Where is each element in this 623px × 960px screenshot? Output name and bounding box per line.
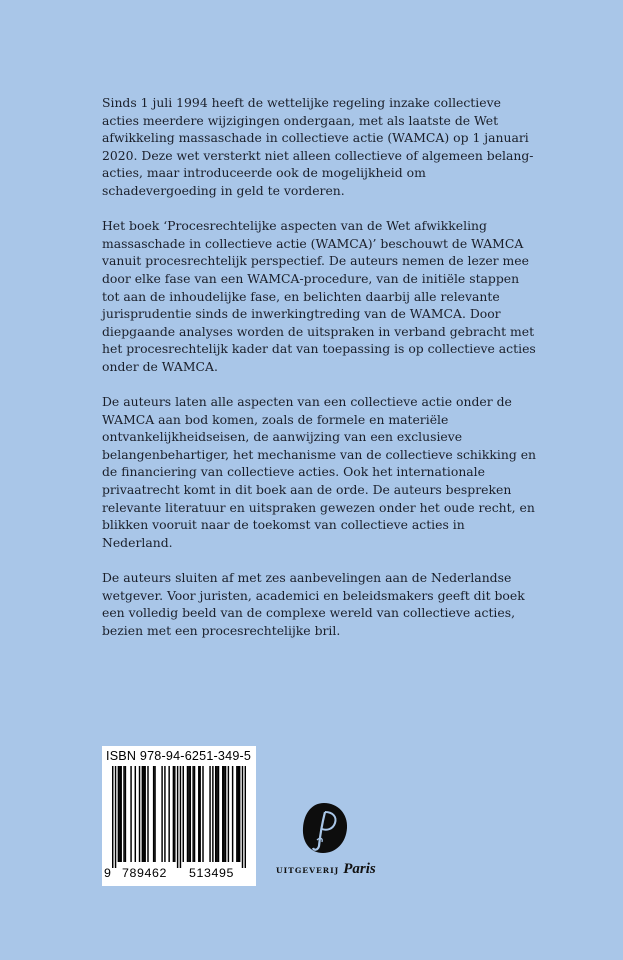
barcode-bar <box>142 766 143 862</box>
barcode-bars <box>112 766 246 868</box>
barcode-bar <box>123 766 124 862</box>
barcode-bar <box>192 766 193 862</box>
barcode-bar <box>222 766 223 862</box>
barcode-bar <box>147 766 148 862</box>
barcode-bar <box>209 766 210 862</box>
barcode-bar <box>183 766 184 862</box>
barcode-bar <box>225 766 226 862</box>
barcode-bar <box>190 766 191 862</box>
barcode-bar <box>236 766 237 862</box>
barcode-bar <box>232 766 233 862</box>
barcode-bar <box>242 766 243 868</box>
barcode-bar <box>130 766 131 862</box>
publisher-logo-icon <box>298 800 352 856</box>
barcode-bar <box>125 766 126 862</box>
blurb-paragraph: De auteurs sluiten af met zes aanbevelingen aan de Nederlandse wetgever. Voor juristen, academici en beleidsmakers geeft dit boek een volledig beeld van de complexe wereld van collectieve acties, bezien met een procesrechtelijke bril. <box>102 570 525 638</box>
barcode-bar <box>218 766 219 862</box>
barcode-bar <box>187 766 188 862</box>
barcode-bar <box>139 766 140 862</box>
blurb-paragraph: Het boek ‘Procesrechtelijke aspecten van de Wet afwikkeling massaschade in collectieve actie (WAMCA)’ beschouwt de WAMCA vanuit procesrechtelijk perspectief. De auteurs nemen de lezer mee door elke fase van een WAMCA-procedure, van de initiële stappen tot aan de inhoudelijke fase, en belichten daarbij alle relevante jurisprudentie sinds de inwerkingtreding van de WAMCA. Door diepgaande analyses worden de uitspraken in verband gebracht met het procesrechtelijk kader dat van toepassing is op collectieve acties onder de WAMCA. <box>102 218 536 374</box>
barcode-bar <box>168 766 169 862</box>
barcode-bar <box>216 766 217 862</box>
barcode-bar <box>239 766 240 862</box>
barcode-digit-first: 9 <box>104 866 111 880</box>
barcode-bar <box>245 766 246 868</box>
barcode-bar <box>115 766 116 868</box>
barcode-bar <box>228 766 229 862</box>
barcode-bar <box>153 766 154 862</box>
barcode-bar <box>144 766 145 862</box>
barcode-bar <box>174 766 175 862</box>
barcode-bar <box>198 766 199 862</box>
barcode-bar <box>202 766 203 862</box>
barcode-bar <box>154 766 155 862</box>
isbn-barcode <box>102 746 256 886</box>
barcode-bar <box>143 766 144 862</box>
barcode-bar <box>112 766 113 868</box>
barcode-bar <box>164 766 165 862</box>
publisher-brand: Paris <box>343 861 376 877</box>
barcode-bar <box>212 766 213 862</box>
isbn-label: ISBN 978-94-6251-349-5 <box>106 749 252 763</box>
barcode-bar <box>118 766 119 862</box>
barcode-bar <box>199 766 200 862</box>
blurb-paragraph: De auteurs laten alle aspecten van een collectieve actie onder de WAMCA aan bod komen, zoals de formele en materiële ontvankelijkheidseisen, de aanwijzing van een exclusieve belangenbehartiger, het mechanisme van de collectieve schikking en de financiering van collectieve acties. Ook het internationale privaatrecht komt in dit boek aan de orde. De auteurs bespreken relevante literatuur en uitspraken gewezen onder het oude recht, en blikken vooruit naar de toekomst van collectieve acties in Nederland. <box>102 394 537 550</box>
barcode-bar <box>215 766 216 862</box>
barcode-bar <box>119 766 120 862</box>
barcode-bar <box>223 766 224 862</box>
barcode-bar <box>120 766 121 862</box>
barcode-bar <box>188 766 189 862</box>
publisher-mark <box>276 800 394 880</box>
barcode-bar <box>180 766 181 868</box>
barcode-bar <box>194 766 195 862</box>
barcode-bar <box>177 766 178 868</box>
publisher-prefix: UITGEVERIJ <box>276 866 340 875</box>
barcode-digits-right: 513495 <box>189 866 234 880</box>
barcode-bar <box>135 766 136 862</box>
publisher-name <box>276 858 394 878</box>
barcode-bar <box>161 766 162 862</box>
barcode-bar <box>238 766 239 862</box>
barcode-digits-left: 789462 <box>122 866 167 880</box>
barcode-bar <box>173 766 174 862</box>
back-cover-blurb <box>102 94 538 657</box>
blurb-paragraph: Sinds 1 juli 1994 heeft de wettelijke regeling inzake collectieve acties meerdere wijzigingen ondergaan, met als laatste de Wet afwikkeling massaschade in collectieve actie (WAMCA) op 1 januari 2020. Deze wet versterkt niet alleen collectieve of algemeen belang-acties, maar introduceerde ook de mogelijkheid om schadevergoeding in geld te vorderen. <box>102 95 534 198</box>
